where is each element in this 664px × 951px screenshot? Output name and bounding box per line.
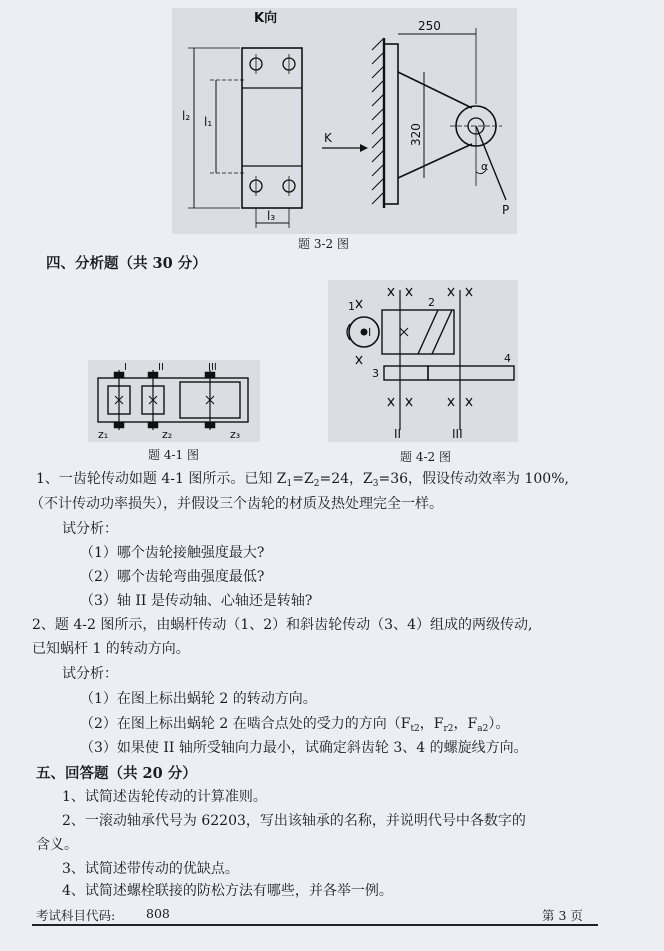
figure-4-2	[328, 280, 518, 442]
section-5-item-1: 1、试简述齿轮传动的计算准则。	[62, 789, 267, 805]
footer-page-number: 第 3 页	[542, 908, 583, 923]
section-5-item-2-cont: 含义。	[36, 837, 78, 853]
figure-3-2-caption: 题 3-2 图	[298, 237, 349, 251]
part-label-1: 1	[348, 300, 355, 313]
shaft-label-ii: II	[394, 427, 402, 441]
gear-label-z2: z₂	[162, 428, 173, 441]
question-1-item-2: （2）哪个齿轮弯曲强度最低?	[80, 569, 265, 585]
shaft-label-iii: III	[452, 427, 463, 441]
part-label-3: 3	[372, 367, 379, 380]
section-5-title: 五、回答题（共 20 分）	[36, 765, 197, 782]
helical-gear-4	[428, 366, 514, 380]
question-1-item-1: （1）哪个齿轮接触强度最大?	[80, 545, 265, 561]
helical-gear-3	[384, 366, 428, 380]
section-5-item-4: 4、试简述螺栓联接的防松方法有哪些，并各举一例。	[62, 883, 393, 899]
dim-l1: l₁	[204, 115, 213, 129]
k-view-label: K向	[254, 11, 278, 26]
figure-4-1	[88, 360, 260, 442]
angle-alpha: α	[481, 160, 489, 173]
question-2-item-2: （2）在图上标出蜗轮 2 在啮合点处的受力的方向（$F_{t2}$，$F_{r2}$，$F_{a2}$）。	[80, 716, 510, 734]
worm-wheel-2	[382, 310, 454, 354]
gearbox-housing	[98, 378, 248, 422]
figure-3-2	[172, 8, 517, 234]
gear-label-z1: z₁	[98, 428, 109, 441]
section-4-title: 四、分析题（共 30 分）	[46, 255, 207, 272]
shaft-label-iii: III	[208, 362, 217, 373]
shaft-label-ii: II	[158, 362, 164, 373]
footer-subject-code: 808	[146, 906, 170, 921]
force-p-label: P	[502, 203, 510, 217]
question-2-line-2: 已知蜗杆 1 的转动方向。	[32, 641, 190, 657]
question-2-prompt: 试分析：	[62, 666, 118, 682]
question-1-line-2: （不计传动功率损失），并假设三个齿轮的材质及热处理完全一样。	[30, 496, 443, 512]
worm-input-label: I	[368, 326, 372, 339]
figure-4-1-caption: 题 4-1 图	[148, 448, 199, 462]
dim-250: 250	[418, 19, 441, 33]
shaft-label-i: I	[124, 362, 127, 373]
dim-l2: l₂	[182, 109, 191, 123]
question-2-line-1: 2、题 4-2 图所示，由蜗杆传动（1、2）和斜齿轮传动（3、4）组成的两级传动,	[32, 617, 533, 633]
question-1-prompt: 试分析：	[62, 521, 118, 537]
figure-4-2-caption: 题 4-2 图	[400, 450, 451, 464]
part-label-2: 2	[428, 296, 435, 309]
dim-l3: l₃	[267, 209, 276, 223]
question-2-item-1: （1）在图上标出蜗轮 2 的转动方向。	[80, 691, 317, 707]
k-arrow-label: K	[324, 131, 332, 145]
bracket-base	[384, 44, 398, 204]
part-label-4: 4	[504, 352, 511, 365]
section-5-item-3: 3、试简述带传动的优缺点。	[62, 861, 239, 877]
question-1-item-3: （3）轴 II 是传动轴、心轴还是转轴?	[80, 593, 313, 609]
question-2-item-3: （3）如果使 II 轴所受轴向力最小，试确定斜齿轮 3、4 的螺旋线方向。	[80, 740, 528, 756]
section-5-item-2: 2、一滚动轴承代号为 62203，写出该轴承的名称，并说明代号中各数字的	[62, 813, 526, 829]
footer-rule	[32, 924, 598, 926]
footer-subject-label: 考试科目代码:	[36, 908, 116, 923]
question-1-line-1: 1、一齿轮传动如题 4-1 图所示。已知 $Z_1=Z_2=24$，$Z_3=36$，假设传动效率为 100%,	[36, 471, 569, 489]
gear-label-z3: z₃	[230, 428, 241, 441]
dim-320: 320	[409, 123, 423, 146]
